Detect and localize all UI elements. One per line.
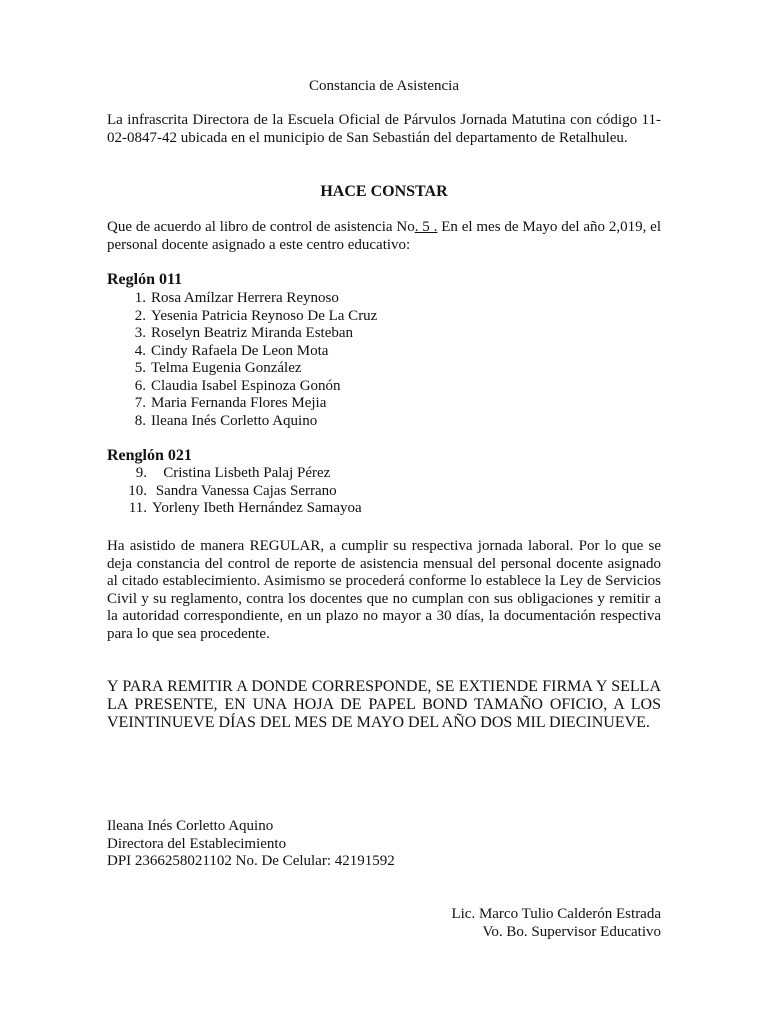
signer-name: Ileana Inés Corletto Aquino <box>107 818 274 834</box>
control-text-end: En el mes de Mayo del año 2,019, el personal docente asignado a este centro educativo: <box>107 219 661 253</box>
list-item <box>128 500 652 518</box>
item-number: 3. <box>134 325 146 341</box>
item-number: 6. <box>134 377 146 394</box>
control-text-start: Que de acuerdo al libro de control de asistencia No <box>107 219 415 235</box>
teacher-name: Yorleny Ibeth Hernández Samayoa <box>152 500 362 516</box>
attendance-paragraph: Ha asistido de manera REGULAR, a cumplir su respectiva jornada laboral. Por lo que se deja constancia del control de reporte de asistencia mensual del personal docente asignado al citado establecimiento. Asimismo se procederá conforme lo establece la Ley de Servicios Civil y su reglamento, contra los docentes que no cumplan con sus obligaciones y remitir a la autoridad correspondiente, en un plazo no mayor a 30 días, la documentación respectiva para lo que sea procedente. <box>107 538 661 642</box>
supervisor-signature-block <box>107 906 661 941</box>
list-item <box>134 307 651 326</box>
teacher-name: Telma Eugenia González <box>151 360 302 376</box>
list-item <box>128 482 652 501</box>
list-item <box>134 377 651 396</box>
teacher-name: Roselyn Beatriz Miranda Esteban <box>151 325 354 341</box>
list-item <box>134 342 651 361</box>
reglon-011-heading: Reglón 011 <box>107 271 183 288</box>
teacher-name: Rosa Amílzar Herrera Reynoso <box>151 290 339 306</box>
document-page <box>107 0 661 1024</box>
teacher-name: Cristina Lisbeth Palaj Pérez <box>152 465 331 481</box>
list-item <box>134 290 651 308</box>
signer-name: Lic. Marco Tulio Calderón Estrada <box>451 906 661 922</box>
renglon-021-heading: Renglón 021 <box>107 447 192 464</box>
attendance-book-number: . 5 . <box>414 219 438 235</box>
teacher-name: Yesenia Patricia Reynoso De La Cruz <box>151 307 378 324</box>
teacher-name: Ileana Inés Corletto Aquino <box>151 412 318 429</box>
teacher-name: Claudia Isabel Espinoza Gonón <box>151 377 341 394</box>
list-item <box>134 325 651 343</box>
list-item <box>135 465 652 483</box>
director-signature-block <box>107 818 661 871</box>
teacher-name: Maria Fernanda Flores Mejia <box>151 395 327 411</box>
item-number: 8. <box>134 412 146 429</box>
list-item <box>134 412 651 431</box>
list-item <box>134 395 651 413</box>
list-item <box>134 360 651 378</box>
document-title: Constancia de Asistencia <box>309 78 459 94</box>
item-number: 5. <box>134 360 146 376</box>
item-number: 4. <box>134 342 146 359</box>
signer-role: Vo. Bo. Supervisor Educativo <box>482 923 661 940</box>
item-number: 7. <box>134 395 146 411</box>
item-number: 10. <box>128 482 147 499</box>
item-number: 1. <box>134 290 146 306</box>
item-number: 2. <box>134 307 146 324</box>
teacher-name: Sandra Vanessa Cajas Serrano <box>152 482 337 499</box>
intro-paragraph: La infrascrita Directora de la Escuela Oficial de Párvulos Jornada Matutina con código 11-02-0847-42 ubicada en el municipio de San Sebastián del departamento de Retalhuleu. <box>107 112 661 146</box>
item-number: 11. <box>128 500 147 516</box>
closing-paragraph: Y PARA REMITIR A DONDE CORRESPONDE, SE EXTIENDE FIRMA Y SELLA LA PRESENTE, EN UNA HOJA DE PAPEL BOND TAMAÑO OFICIO, A LOS VEINTINUEVE DÍAS DEL MES DE MAYO DEL AÑO DOS MIL DIECINUEVE. <box>107 678 661 731</box>
signer-role: Directora del Establecimiento <box>107 835 287 852</box>
signer-dpi: DPI 2366258021102 No. De Celular: 42191592 <box>107 853 395 869</box>
item-number: 9. <box>135 465 147 481</box>
renglon-021-list <box>128 465 652 518</box>
reglon-011-list <box>134 290 651 430</box>
hace-constar-heading: HACE CONSTAR <box>320 183 448 200</box>
control-paragraph <box>107 219 661 254</box>
teacher-name: Cindy Rafaela De Leon Mota <box>151 342 329 359</box>
